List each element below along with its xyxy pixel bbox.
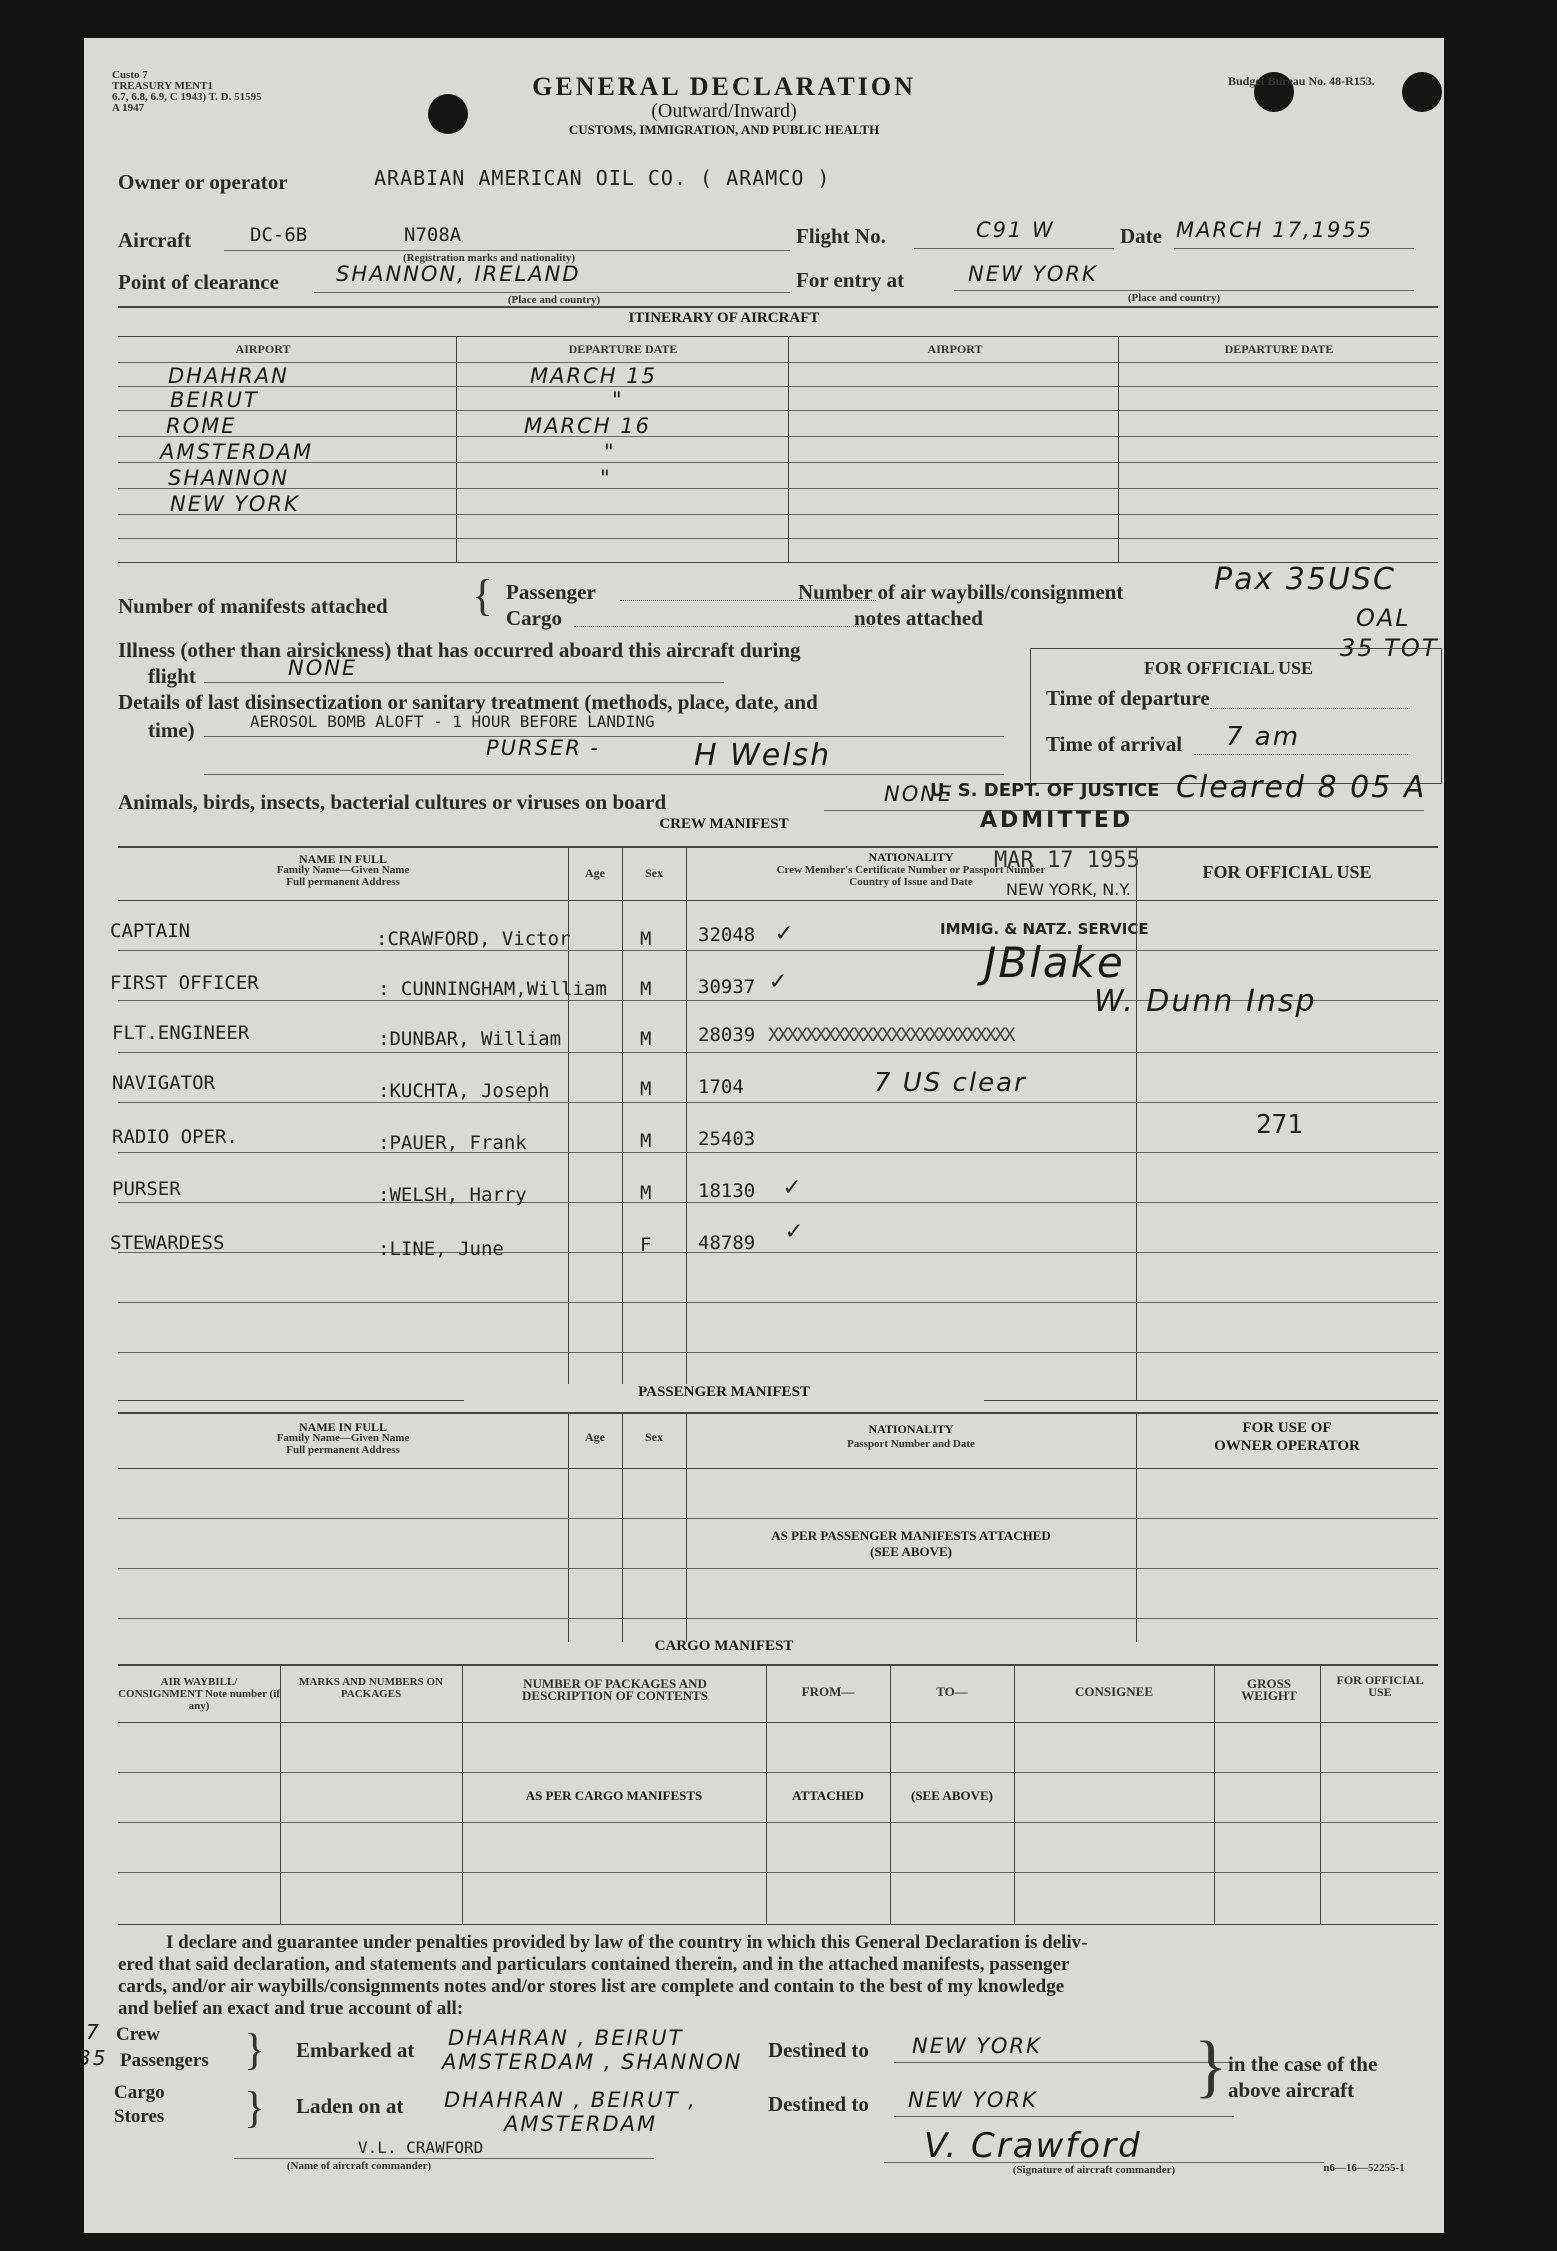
embarked-label: Embarked at xyxy=(296,2038,415,2062)
passenger-count: 35 xyxy=(78,2046,108,2070)
crew-name-2: : CUNNINGHAM,William xyxy=(378,978,607,1000)
crew-count-label: Crew xyxy=(116,2024,160,2045)
punch-hole xyxy=(428,94,468,134)
crew-count: 7 xyxy=(86,2020,101,2044)
cargo-note-desc: AS PER CARGO MANIFESTS xyxy=(525,1788,703,1803)
crew-role-1: CAPTAIN xyxy=(110,920,191,942)
destined-value-2: NEW YORK xyxy=(908,2088,1038,2112)
crew-cert-5: 25403 xyxy=(698,1128,756,1150)
crew-sex-4: M xyxy=(640,1078,652,1100)
above-aircraft-label: above aircraft xyxy=(1228,2078,1355,2102)
stamp-city: NEW YORK, N.Y. xyxy=(1006,880,1131,899)
date-label: Date xyxy=(1120,224,1162,248)
official-signature-2: W. Dunn Insp xyxy=(1094,984,1317,1019)
itinerary-airport-3: ROME xyxy=(166,414,237,438)
manifest-passenger-label: Passenger xyxy=(506,580,596,604)
crew-header-sex: Sex xyxy=(645,866,663,880)
crew-cert-7: 48789 xyxy=(698,1232,756,1254)
stamp-dept: U. S. DEPT. OF JUSTICE xyxy=(930,780,1160,801)
animals-value: NONE xyxy=(884,782,954,806)
cargo-header-to: TO— xyxy=(936,1684,968,1699)
crew-title: CREW MANIFEST xyxy=(659,816,789,832)
crew-sex-2: M xyxy=(640,978,652,1000)
illness-value: NONE xyxy=(288,656,358,680)
crew-cert-4: 1704 xyxy=(698,1076,744,1098)
crew-header-age: Age xyxy=(585,866,605,880)
passenger-header-name-sub-2: Full permanent Address xyxy=(286,1444,400,1456)
entry-caption: (Place and country) xyxy=(1127,292,1221,304)
crew-role-3: FLT.ENGINEER xyxy=(112,1022,250,1044)
illness-label: Illness (other than airsickness) that has occurred aboard this aircraft during xyxy=(118,638,801,662)
laden-value: DHAHRAN , BEIRUT , xyxy=(444,2088,697,2112)
official-use-title: FOR OFFICIAL USE xyxy=(1144,658,1314,678)
official-number: 271 xyxy=(1256,1110,1303,1140)
itinerary-airport-4: AMSTERDAM xyxy=(160,440,314,464)
crew-cert-2: 30937 xyxy=(698,976,756,998)
crew-sex-1: M xyxy=(640,928,652,950)
cargo-header-weight: GROSS WEIGHT xyxy=(1241,1676,1297,1703)
cargo-header-consignee: CONSIGNEE xyxy=(1074,1684,1154,1699)
form-title: GENERAL DECLARATION xyxy=(532,72,916,101)
crew-cert-3: 28039 xyxy=(698,1024,756,1046)
crew-header-name-sub-2: Full permanent Address xyxy=(286,876,400,888)
commander-caption: (Name of aircraft commander) xyxy=(286,2160,432,2172)
crew-header-nat: NATIONALITY xyxy=(868,850,954,864)
itinerary-header-date: DEPARTURE DATE xyxy=(568,342,678,356)
itinerary-airport-5: SHANNON xyxy=(168,466,290,490)
time-arrival-value: 7 am xyxy=(1226,722,1301,752)
embarked-value: DHAHRAN , BEIRUT xyxy=(448,2026,684,2050)
crew-cert-1: 32048 xyxy=(698,924,756,946)
crew-role-7: STEWARDESS xyxy=(110,1232,225,1254)
crew-name-7: :LINE, June xyxy=(378,1238,504,1260)
crew-name-1: :CRAWFORD, Victor xyxy=(376,928,571,950)
passenger-count-label: Passengers xyxy=(120,2050,209,2071)
handwritten-oal: OAL xyxy=(1356,604,1411,632)
passenger-header-nat-sub: Passport Number and Date xyxy=(847,1438,975,1450)
crew-sex-5: M xyxy=(640,1130,652,1152)
budget-number: Budget Bureau No. 48-R153. xyxy=(1228,74,1375,88)
crew-role-6: PURSER xyxy=(112,1178,181,1200)
passenger-title: PASSENGER MANIFEST xyxy=(464,1384,984,1401)
cargo-header-waybill: AIR WAYBILL/ CONSIGNMENT Note number (if any) xyxy=(118,1676,280,1712)
manifest-cargo-label: Cargo xyxy=(506,606,562,630)
cargo-note-from: ATTACHED xyxy=(792,1788,864,1803)
itinerary-date-2: " xyxy=(612,388,624,412)
itinerary-airport-1: DHAHRAN xyxy=(168,364,289,388)
handwritten-pax: Pax 35USC xyxy=(1214,562,1396,597)
itinerary-date-1: MARCH 15 xyxy=(530,364,657,388)
brace: { xyxy=(472,571,494,620)
disinsect-label: Details of last disinsectization or sanitary treatment (methods, place, date, and xyxy=(118,690,818,714)
disinsect-value: AEROSOL BOMB ALOFT - 1 HOUR BEFORE LANDING xyxy=(250,712,655,731)
passenger-header-nat: NATIONALITY xyxy=(868,1422,954,1436)
crew-name-4: :KUCHTA, Joseph xyxy=(378,1080,550,1102)
form-number: n6—16—52255-1 xyxy=(1323,2162,1405,2174)
aircraft-registration: N708A xyxy=(404,224,462,246)
form-ref: Custo 7 TREASURY MENT1 6.7, 6.8, 6.9, C 1943) T. D. 51595 A 1947 xyxy=(112,69,262,114)
declaration-text: I declare and guarantee under penalties provided by law of the country in which this General Declaration is deliv- ered that said declaration, and statements and particulars contained therein, and in the attached manifests, passenger cards, and/or air waybills/consignments notes and/or stores list are complete and contain to the best of my knowledge and belief an exact and true account of all: xyxy=(118,1932,1088,2019)
crew-nav-note: 7 US clear xyxy=(874,1068,1027,1098)
passenger-header-owner-2: OWNER OPERATOR xyxy=(1214,1438,1360,1454)
stamp-admitted: ADMITTED xyxy=(980,808,1134,833)
crew-name-5: :PAUER, Frank xyxy=(378,1132,527,1154)
crew-header-official: FOR OFFICIAL USE xyxy=(1202,862,1372,882)
passenger-note: AS PER PASSENGER MANIFESTS ATTACHED xyxy=(771,1528,1051,1543)
itinerary-title: ITINERARY OF AIRCRAFT xyxy=(628,310,820,326)
entry-label: For entry at xyxy=(796,268,905,292)
destined-value: NEW YORK xyxy=(912,2034,1042,2058)
purser-value: PURSER - xyxy=(486,736,601,760)
date-value: MARCH 17,1955 xyxy=(1176,218,1374,242)
crew-check-7: ✓ xyxy=(786,1216,802,1246)
disinsect-label-2: time) xyxy=(148,718,195,742)
itinerary-header-airport: AIRPORT xyxy=(235,342,291,356)
crew-header-nat-sub-2: Country of Issue and Date xyxy=(849,876,973,888)
cargo-header-marks: MARKS AND NUMBERS ON PACKAGES xyxy=(299,1676,443,1700)
time-arrival-label: Time of arrival xyxy=(1046,732,1183,756)
official-signature: JBlake xyxy=(984,938,1125,987)
passenger-header-age: Age xyxy=(585,1430,605,1444)
form-subtitle-2: CUSTOMS, IMMIGRATION, AND PUBLIC HEALTH xyxy=(568,122,880,137)
signature-caption: (Signature of aircraft commander) xyxy=(1012,2164,1176,2176)
itinerary-header-date-2: DEPARTURE DATE xyxy=(1224,342,1334,356)
illness-label-2: flight xyxy=(148,664,196,688)
cargo-title: CARGO MANIFEST xyxy=(654,1638,794,1654)
passenger-note-2: (SEE ABOVE) xyxy=(870,1544,952,1559)
cargo-header-packages: NUMBER OF PACKAGES AND DESCRIPTION OF CONTENTS xyxy=(522,1676,708,1703)
aircraft-caption: (Registration marks and nationality) xyxy=(402,252,576,264)
stamp-date: MAR 17 1955 xyxy=(994,848,1140,873)
passenger-header-sex: Sex xyxy=(645,1430,663,1444)
handwritten-tot: 35 TOT xyxy=(1340,634,1439,662)
owner-value: ARABIAN AMERICAN OIL CO. ( ARAMCO ) xyxy=(374,166,831,190)
crew-strikeout: XXXXXXXXXXXXXXXXXXXXXXXXXX xyxy=(768,1024,1014,1046)
cargo-header-official: FOR OFFICIAL USE xyxy=(1336,1673,1424,1699)
clearance-value: SHANNON, IRELAND xyxy=(336,262,581,286)
crew-name-3: :DUNBAR, William xyxy=(378,1028,562,1050)
crew-sex-7: F xyxy=(640,1234,652,1256)
commander-signature: V. Crawford xyxy=(924,2126,1142,2166)
cargo-header-from: FROM— xyxy=(801,1684,855,1699)
purser-signature: H Welsh xyxy=(694,738,832,773)
crew-cert-6: 18130 xyxy=(698,1180,756,1202)
crew-header-nat-sub: Crew Member's Certificate Number or Passport Number xyxy=(776,864,1046,876)
destined-label-2: Destined to xyxy=(768,2092,869,2116)
owner-label: Owner or operator xyxy=(118,170,288,194)
itinerary-date-5: " xyxy=(600,466,612,490)
laden-value-2: AMSTERDAM xyxy=(504,2112,658,2136)
punch-hole xyxy=(1402,72,1442,112)
crew-check-6: ✓ xyxy=(784,1172,800,1202)
crew-sex-6: M xyxy=(640,1182,652,1204)
flight-label: Flight No. xyxy=(796,224,886,248)
stamp-service: IMMIG. & NATZ. SERVICE xyxy=(940,920,1149,938)
cleared-note: Cleared 8 05 A xyxy=(1176,770,1427,805)
entry-value: NEW YORK xyxy=(968,262,1098,286)
clearance-caption: (Place and country) xyxy=(507,294,601,306)
laden-label: Laden on at xyxy=(296,2094,404,2118)
manifests-label: Number of manifests attached xyxy=(118,594,388,618)
cargo-note-to: (SEE ABOVE) xyxy=(911,1788,993,1803)
crew-header-name: NAME IN FULL xyxy=(298,852,387,866)
time-departure-label: Time of departure xyxy=(1046,686,1210,710)
itinerary-date-3: MARCH 16 xyxy=(524,414,651,438)
itinerary-airport-2: BEIRUT xyxy=(170,388,259,412)
aircraft-label: Aircraft xyxy=(118,228,192,252)
brace: } xyxy=(244,2083,266,2132)
crew-sex-3: M xyxy=(640,1028,652,1050)
waybills-label: Number of air waybills/consignment xyxy=(798,580,1124,604)
clearance-label: Point of clearance xyxy=(118,270,279,294)
animals-label: Animals, birds, insects, bacterial cultures or viruses on board xyxy=(118,790,667,814)
in-case-label: in the case of the xyxy=(1228,2052,1378,2076)
crew-role-5: RADIO OPER. xyxy=(112,1126,238,1148)
stores-label: Stores xyxy=(114,2106,165,2127)
commander-name: V.L. CRAWFORD xyxy=(358,2138,484,2157)
crew-name-6: :WELSH, Harry xyxy=(378,1184,527,1206)
itinerary-header-airport-2: AIRPORT xyxy=(927,342,983,356)
crew-role-2: FIRST OFFICER xyxy=(110,972,259,994)
cargo-label: Cargo xyxy=(114,2082,165,2103)
crew-header-name-sub: Family Name—Given Name xyxy=(276,864,410,876)
notes-label: notes attached xyxy=(854,606,983,630)
itinerary-airport-6: NEW YORK xyxy=(170,492,300,516)
embarked-value-2: AMSTERDAM , SHANNON xyxy=(442,2050,743,2074)
brace: } xyxy=(244,2025,266,2074)
passenger-header-name-sub: Family Name—Given Name xyxy=(276,1432,410,1444)
destined-label: Destined to xyxy=(768,2038,869,2062)
brace: } xyxy=(1194,2028,1228,2105)
itinerary-date-4: " xyxy=(604,440,616,464)
declaration-form xyxy=(78,38,1444,2233)
aircraft-type: DC-6B xyxy=(250,224,308,246)
flight-value: C91 W xyxy=(976,218,1055,242)
form-subtitle: (Outward/Inward) xyxy=(651,100,797,122)
crew-role-4: NAVIGATOR xyxy=(112,1072,215,1094)
crew-check-1: ✓ xyxy=(776,918,792,948)
crew-check-2: ✓ xyxy=(770,966,786,996)
passenger-header-name: NAME IN FULL xyxy=(298,1420,387,1434)
passenger-header-owner: FOR USE OF xyxy=(1242,1420,1332,1436)
